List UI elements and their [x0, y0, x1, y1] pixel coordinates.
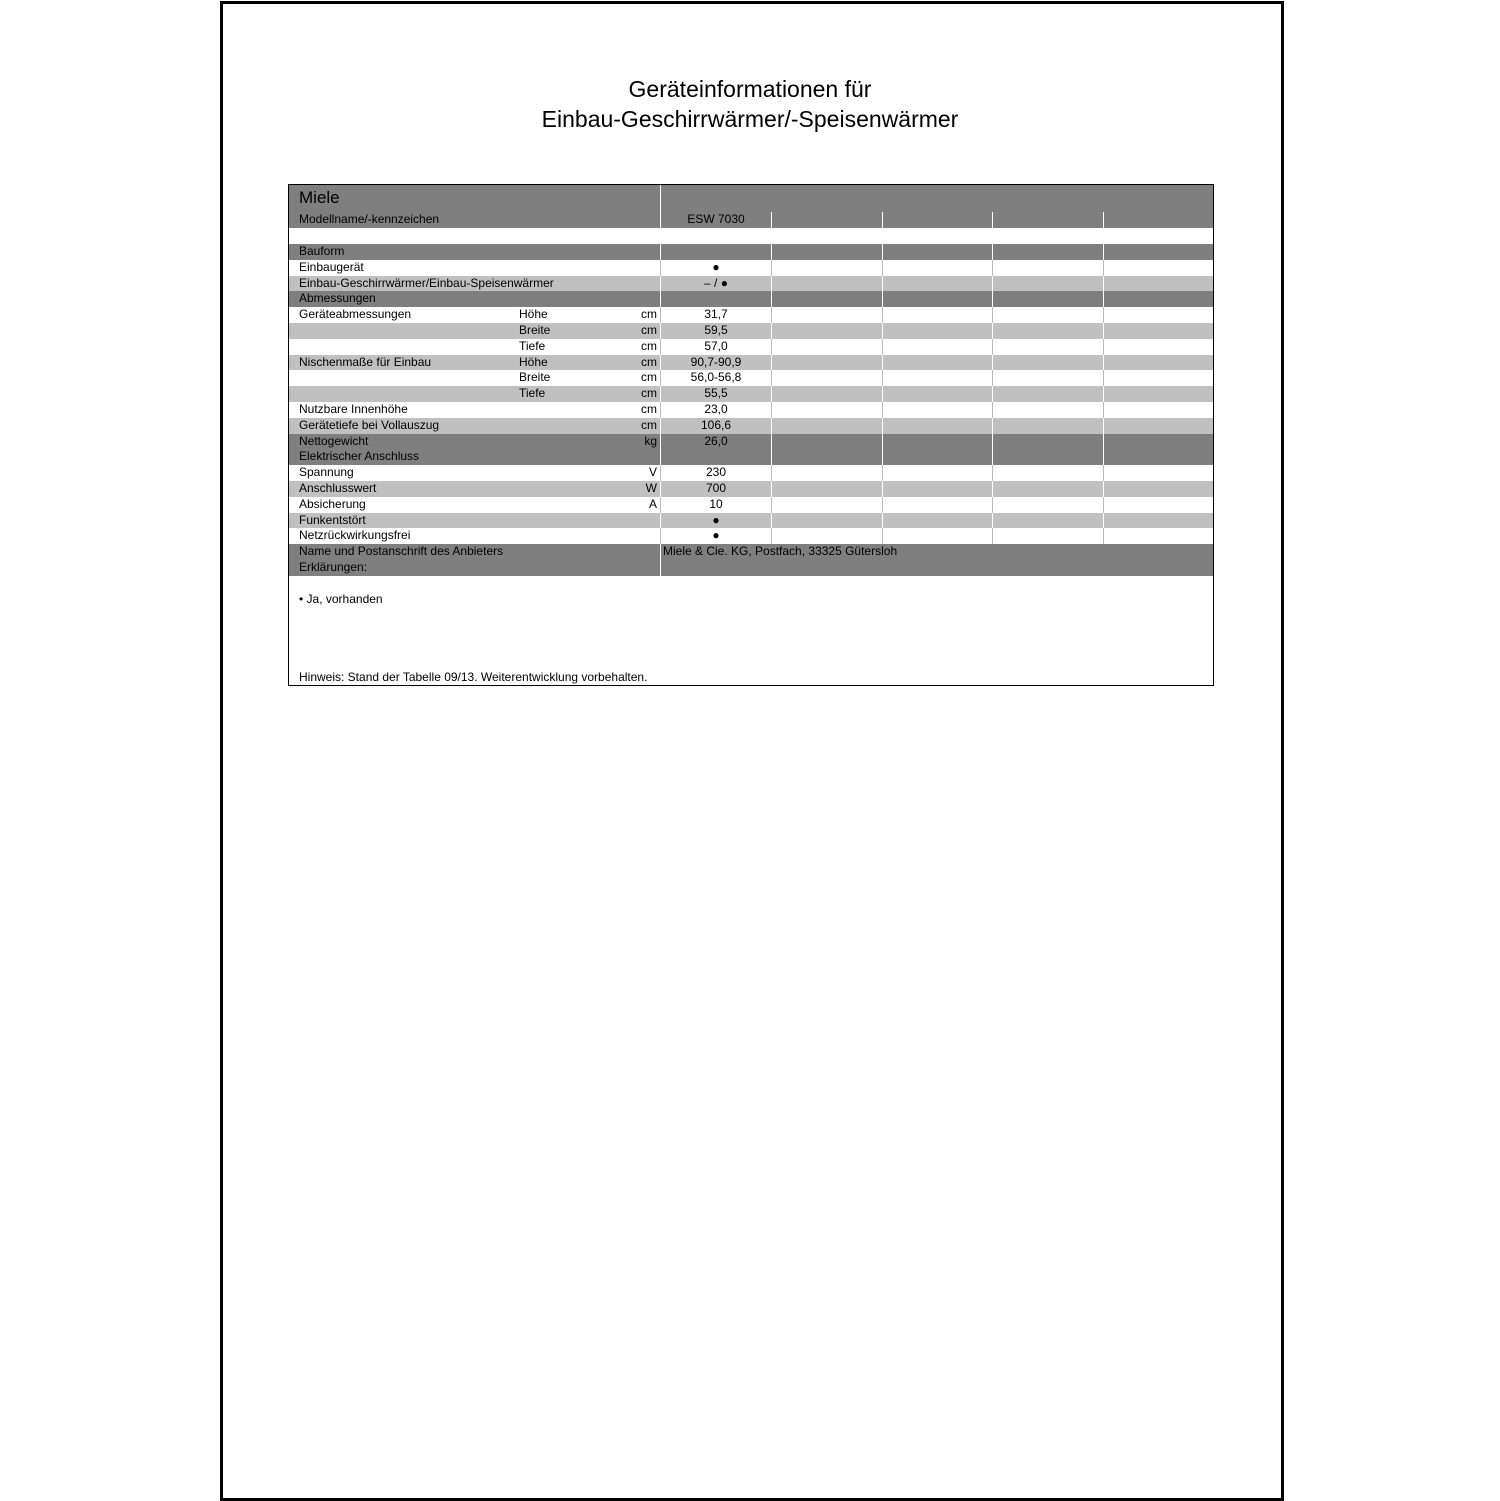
spec-label: Gerätetiefe bei Vollauszug	[299, 417, 440, 432]
spec-row	[289, 497, 1213, 513]
spec-row	[289, 323, 1213, 339]
spec-row	[289, 481, 1213, 497]
spec-value: 23,0	[704, 402, 728, 416]
spec-value: – / ●	[704, 275, 728, 290]
spec-row	[289, 402, 1213, 418]
brand-row	[289, 185, 1213, 212]
spec-label: Nettogewicht	[299, 433, 369, 448]
spec-sublabel: Tiefe	[519, 386, 546, 401]
spec-row	[289, 339, 1213, 355]
spec-unit	[629, 449, 657, 465]
spec-unit: kg	[644, 433, 657, 448]
spec-sublabel: Höhe	[519, 354, 548, 369]
spec-value: 56,0-56,8	[690, 370, 742, 385]
spec-value	[660, 291, 772, 307]
spec-value: ●	[712, 259, 720, 274]
spec-value: 90,7-90,9	[690, 354, 742, 369]
spec-label: Anschlusswert	[299, 481, 377, 495]
spec-value: 31,7	[704, 307, 728, 322]
spec-row	[289, 260, 1213, 276]
spec-row	[289, 528, 1213, 544]
spec-row	[289, 449, 1213, 465]
spec-row	[289, 307, 1213, 323]
spec-label: Bauform	[299, 244, 345, 258]
spec-sublabel: Breite	[519, 323, 551, 337]
spec-label: Elektrischer Anschluss	[299, 449, 420, 464]
spacer-row	[289, 228, 1213, 244]
spec-value: 59,5	[704, 323, 728, 337]
spec-row	[289, 465, 1213, 481]
spec-unit: V	[648, 465, 657, 480]
spec-unit: cm	[641, 370, 657, 385]
supplier-row	[289, 544, 1213, 560]
spec-sublabel: Tiefe	[519, 338, 546, 353]
spec-label: Einbaugerät	[299, 259, 364, 274]
brand-name: Miele	[299, 188, 340, 207]
spec-unit	[629, 276, 657, 292]
spec-unit: cm	[641, 402, 657, 416]
spec-value: ●	[712, 528, 720, 543]
spec-value	[660, 449, 772, 465]
spec-value: ●	[712, 512, 720, 527]
spec-value: 10	[709, 496, 723, 511]
spec-row	[289, 276, 1213, 292]
hint-text: Hinweis: Stand der Tabelle 09/13. Weiterentwicklung vorbehalten.	[299, 670, 648, 684]
supplier-value: Miele & Cie. KG, Postfach, 33325 Gütersloh	[663, 544, 898, 558]
spec-sublabel: Breite	[519, 370, 551, 385]
spec-row	[289, 386, 1213, 402]
spec-label: Funkentstört	[299, 512, 366, 527]
spec-unit: W	[645, 481, 657, 495]
spec-label: Spannung	[299, 465, 354, 480]
legend-text: • Ja, vorhanden	[299, 592, 383, 606]
spec-row	[289, 355, 1213, 371]
spec-unit: cm	[641, 338, 657, 353]
spec-value	[660, 244, 772, 260]
spec-row	[289, 434, 1213, 450]
model-value: ESW 7030	[687, 212, 745, 226]
spec-unit	[629, 291, 657, 307]
notes-area	[289, 576, 1213, 685]
spec-value: 106,6	[700, 417, 732, 432]
spec-row	[289, 370, 1213, 386]
title-line-2: Einbau-Geschirrwärmer/-Speisenwärmer	[541, 106, 959, 132]
spec-unit: cm	[641, 354, 657, 369]
spec-value: 57,0	[704, 338, 728, 353]
spec-sublabel: Höhe	[519, 307, 548, 322]
spec-label: Nischenmaße für Einbau	[299, 354, 432, 369]
spec-unit: cm	[641, 307, 657, 322]
spec-value: 700	[705, 481, 727, 495]
spec-value: 55,5	[704, 386, 728, 401]
spec-label: Absicherung	[299, 496, 366, 511]
spec-unit	[629, 513, 657, 529]
explanations-label: Erklärungen:	[299, 560, 368, 574]
spec-unit	[629, 244, 657, 260]
spec-row	[289, 244, 1213, 260]
spec-value: 230	[705, 465, 727, 480]
spec-label: Netzrückwirkungsfrei	[299, 528, 411, 543]
spec-row	[289, 291, 1213, 307]
spec-unit: cm	[641, 323, 657, 337]
model-label: Modellname/-kennzeichen	[299, 212, 440, 226]
supplier-label: Name und Postanschrift des Anbieters	[299, 544, 504, 558]
model-row	[289, 212, 1213, 228]
spec-label: Abmessungen	[299, 291, 376, 306]
page-title	[0, 74, 1500, 134]
spec-label: Geräteabmessungen	[299, 307, 412, 322]
spec-unit	[629, 260, 657, 276]
spec-unit: A	[648, 496, 657, 511]
spec-label: Einbau-Geschirrwärmer/Einbau-Speisenwärmer	[299, 275, 554, 290]
spec-label: Nutzbare Innenhöhe	[299, 402, 408, 416]
spec-table	[288, 184, 1214, 686]
spec-unit: cm	[641, 417, 657, 432]
spec-row	[289, 513, 1213, 529]
explanations-row	[289, 560, 1213, 576]
spec-value: 26,0	[704, 433, 728, 448]
spec-unit	[629, 528, 657, 544]
spec-row	[289, 418, 1213, 434]
spec-unit: cm	[641, 386, 657, 401]
title-line-1: Geräteinformationen für	[628, 76, 872, 102]
